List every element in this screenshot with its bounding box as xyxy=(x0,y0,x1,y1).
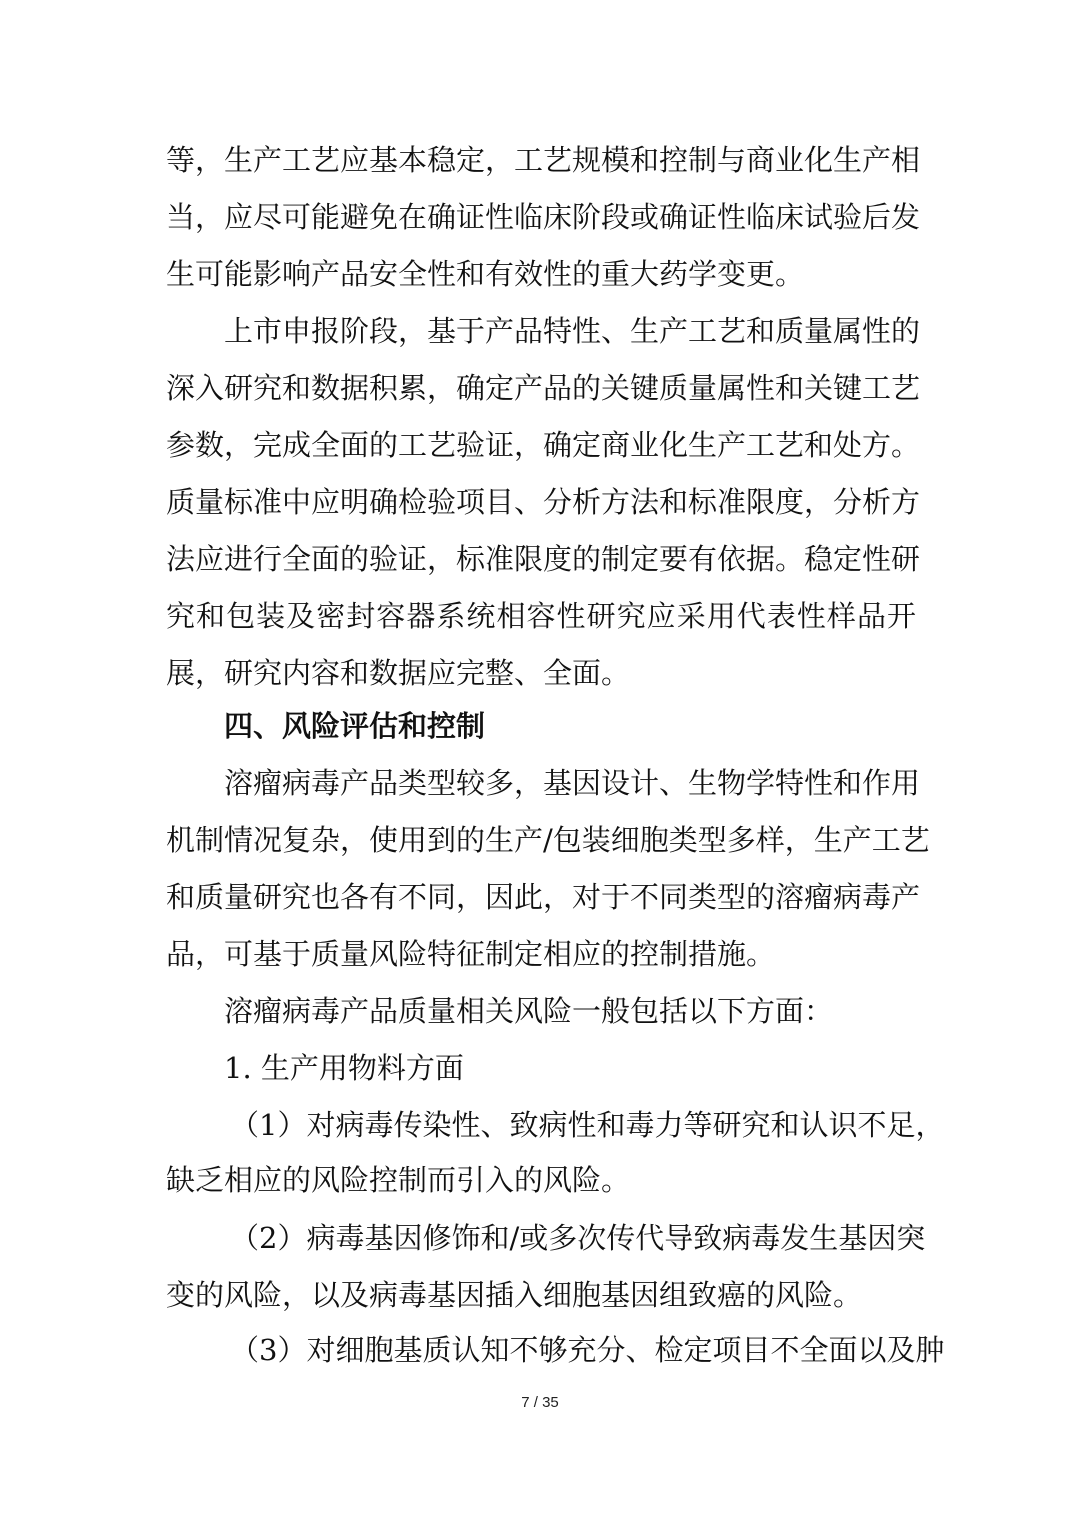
text-line: 溶瘤病毒产品类型较多，基因设计、生物学特性和作用 xyxy=(224,766,921,800)
text-line: （1）对病毒传染性、致病性和毒力等研究和认识不足， xyxy=(230,1108,945,1142)
text-line: （3）对细胞基质认知不够充分、检定项目不全面以及肿 xyxy=(230,1333,945,1367)
list-heading: 1. 生产用物料方面 xyxy=(224,1051,464,1085)
text-line: 和质量研究也各有不同，因此，对于不同类型的溶瘤病毒产 xyxy=(166,880,921,914)
text-line: 上市申报阶段，基于产品特性、生产工艺和质量属性的 xyxy=(224,314,921,348)
text-line: 当，应尽可能避免在确证性临床阶段或确证性临床试验后发 xyxy=(166,200,921,234)
text-line: 展，研究内容和数据应完整、全面。 xyxy=(166,656,631,690)
text-line: 溶瘤病毒产品质量相关风险一般包括以下方面： xyxy=(224,994,834,1028)
text-line: 究和包装及密封容器系统相容性研究应采用代表性样品开 xyxy=(166,599,916,633)
text-line: 深入研究和数据积累，确定产品的关键质量属性和关键工艺 xyxy=(166,371,921,405)
text-line: 质量标准中应明确检验项目、分析方法和标准限度，分析方 xyxy=(166,485,921,519)
text-line: 变的风险，以及病毒基因插入细胞基因组致癌的风险。 xyxy=(166,1278,863,1312)
text-line: 品，可基于质量风险特征制定相应的控制措施。 xyxy=(166,937,776,971)
text-line: 机制情况复杂，使用到的生产/包装细胞类型多样，生产工艺 xyxy=(166,823,930,857)
page-number: 7 / 35 xyxy=(521,1394,559,1411)
text-line: 等，生产工艺应基本稳定，工艺规模和控制与商业化生产相 xyxy=(166,143,921,177)
text-line: （2）病毒基因修饰和/或多次传代导致病毒发生基因突 xyxy=(230,1221,926,1255)
text-line: 缺乏相应的风险控制而引入的风险。 xyxy=(166,1163,631,1197)
text-line: 参数，完成全面的工艺验证，确定商业化生产工艺和处方。 xyxy=(166,428,921,462)
text-line: 法应进行全面的验证，标准限度的制定要有依据。稳定性研 xyxy=(166,542,921,576)
section-heading: 四、风险评估和控制 xyxy=(224,709,486,743)
text-line: 生可能影响产品安全性和有效性的重大药学变更。 xyxy=(166,257,805,291)
